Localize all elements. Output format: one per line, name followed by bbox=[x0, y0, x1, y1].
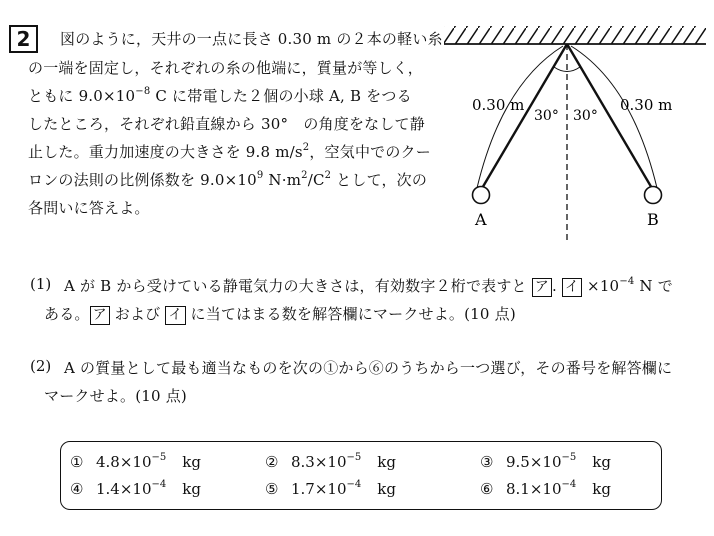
pendulum-figure bbox=[430, 10, 714, 250]
label-ball-a: A bbox=[475, 210, 487, 229]
answer-box-i: イ bbox=[562, 278, 582, 297]
problem-number: 2 bbox=[9, 25, 38, 53]
answer-box-i-ref: イ bbox=[165, 306, 185, 325]
label-right-length: 0.30 m bbox=[620, 96, 673, 114]
q1-line-1: A が B から受けている静電気力の大きさは，有効数字２桁で表すと ア . イ $\times 10^{-4}$ N で bbox=[64, 276, 673, 295]
choice-3[interactable]: ③ $9.5\times 10^{-5}$ kg bbox=[480, 452, 611, 471]
choice-2[interactable]: ② $8.3\times 10^{-5}$ kg bbox=[265, 452, 396, 471]
choice-6[interactable]: ⑥ $8.1\times 10^{-4}$ kg bbox=[480, 479, 611, 498]
intro-line-2: の一端を固定し，それぞれの糸の他端に，質量が等しく， bbox=[28, 59, 423, 77]
choice-1[interactable]: ① $4.8\times 10^{-5}$ kg bbox=[70, 452, 201, 471]
label-left-angle: 30° bbox=[534, 108, 559, 124]
intro-line-7: 各問いに答えよ。 bbox=[28, 199, 150, 217]
answer-box-a: ア bbox=[532, 278, 552, 297]
label-right-angle: 30° bbox=[573, 108, 598, 124]
label-ball-b: B bbox=[647, 210, 659, 229]
q2-line-2: マークせよ。(10 点) bbox=[44, 387, 187, 405]
ball-a bbox=[473, 187, 490, 204]
intro-line-5: 止した。重力加速度の大きさを 9.8 $m/s^2$，空気中でのクー bbox=[28, 142, 431, 161]
intro-line-3: ともに $9.0\times 10^{-8}$ C に帯電した２個の小球 A, B をつる bbox=[28, 86, 412, 105]
q2-line-1: A の質量として最も適当なものを次の①から⑥のうちから一つ選び，その番号を解答欄に bbox=[64, 359, 673, 377]
label-left-length: 0.30 m bbox=[472, 96, 525, 114]
answer-box-a-ref: ア bbox=[90, 306, 110, 325]
choice-5[interactable]: ⑤ $1.7\times 10^{-4}$ kg bbox=[265, 479, 396, 498]
q1-line-2: ある。 ア および イ に当てはまる数を解答欄にマークせよ。(10 点) bbox=[44, 305, 516, 323]
q2-number: (2) bbox=[30, 357, 52, 375]
choice-4[interactable]: ④ $1.4\times 10^{-4}$ kg bbox=[70, 479, 201, 498]
q1-number: (1) bbox=[30, 275, 52, 293]
intro-line-4: したところ，それぞれ鉛直線から 30° の角度をなして静 bbox=[28, 115, 425, 133]
intro-line-1: 図のように，天井の一点に長さ 0.30 m の２本の軽い糸 bbox=[60, 30, 443, 48]
ceiling-hatch bbox=[444, 26, 706, 44]
ball-b bbox=[645, 187, 662, 204]
intro-line-6: ロンの法則の比例係数を $9.0\times 10^9$ $N\cdot m^2/C^2$ として，次の bbox=[28, 170, 428, 189]
